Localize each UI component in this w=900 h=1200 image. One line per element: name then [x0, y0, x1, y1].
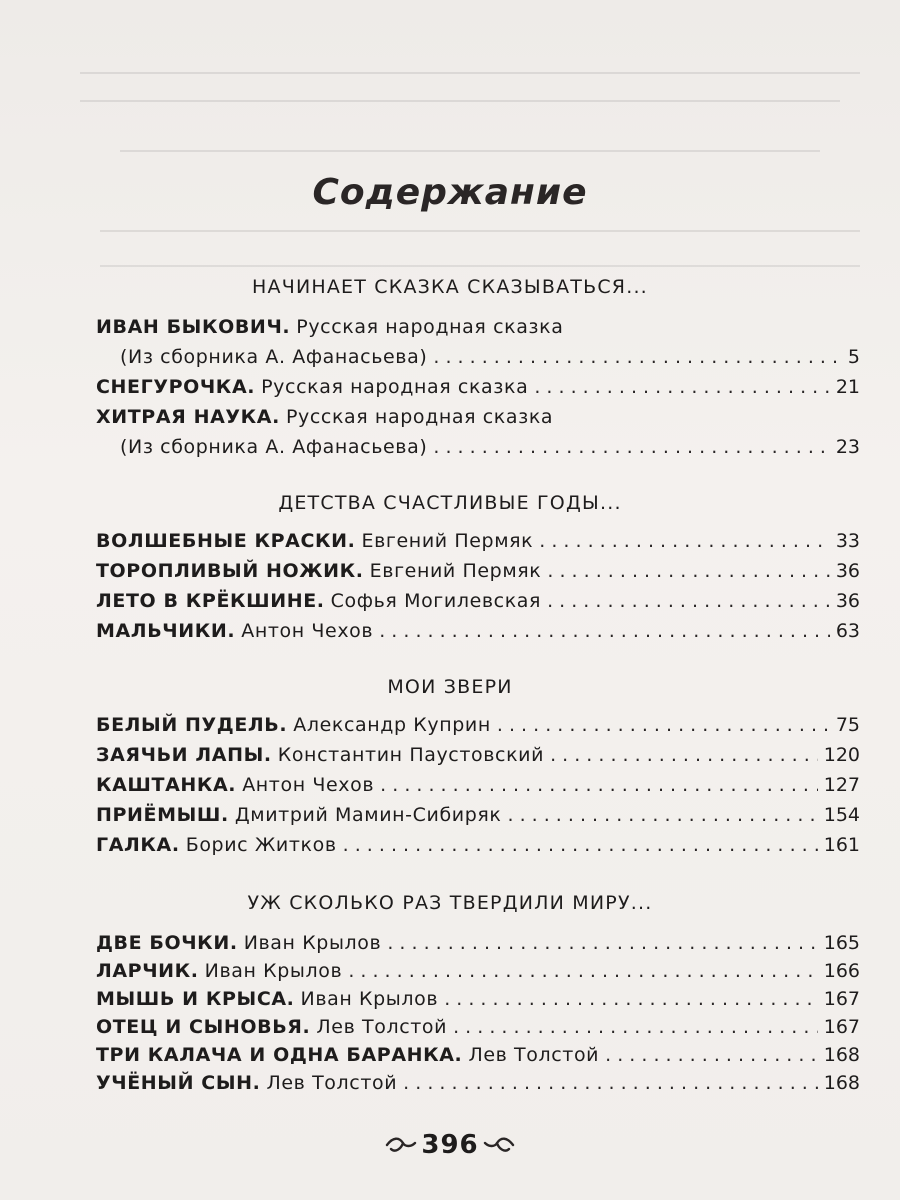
story-title: УЧЁНЫЙ СЫН.: [96, 1072, 261, 1094]
leader-dots: [380, 774, 818, 796]
toc-entry[interactable]: [96, 714, 860, 744]
leader-dots: [539, 530, 830, 552]
leader-dots: [444, 988, 818, 1010]
leader-dots: [387, 932, 817, 954]
leader-dots: [403, 1072, 818, 1094]
story-author: Русская народная сказка: [285, 406, 554, 428]
leader-dots: [433, 436, 829, 458]
story-author: Евгений Пермяк: [369, 560, 542, 582]
story-author: Борис Житков: [185, 834, 337, 856]
page-number-block: [0, 1130, 900, 1160]
story-author: (Из сборника А. Афанасьева): [120, 346, 428, 368]
section-heading: УЖ СКОЛЬКО РАЗ ТВЕРДИЛИ МИРУ...: [247, 892, 653, 914]
story-author: Русская народная сказка: [261, 376, 529, 398]
leader-dots: [497, 714, 830, 736]
story-title: МАЛЬЧИКИ.: [96, 620, 236, 642]
leader-dots: [453, 1016, 818, 1038]
story-title: ЛАРЧИК.: [96, 960, 199, 982]
story-title: ИВАН БЫКОВИЧ.: [96, 316, 291, 338]
story-author: Иван Крылов: [300, 988, 439, 1010]
story-title: ТОРОПЛИВЫЙ НОЖИК.: [96, 560, 364, 582]
leader-dots: [343, 834, 818, 856]
section-heading: НАЧИНАЕТ СКАЗКА СКАЗЫВАТЬСЯ...: [252, 276, 648, 298]
ornament-right-icon: [483, 1133, 515, 1157]
leader-dots: [547, 560, 829, 582]
page-number: 396: [421, 1130, 479, 1160]
leader-dots: [433, 346, 842, 368]
toc-entry[interactable]: [96, 1072, 860, 1102]
page-ref: 167: [823, 988, 860, 1010]
page-ref: 63: [835, 620, 860, 642]
story-title: СНЕГУРОЧКА.: [96, 376, 256, 398]
toc-entry[interactable]: [96, 744, 860, 774]
toc-entry[interactable]: [96, 804, 860, 834]
toc-entry[interactable]: [96, 376, 860, 406]
story-title: ВОЛШЕБНЫЕ КРАСКИ.: [96, 530, 356, 552]
page-ref: 120: [823, 744, 860, 766]
leader-dots: [605, 1044, 818, 1066]
story-title: БЕЛЫЙ ПУДЕЛЬ.: [96, 714, 288, 736]
toc-entry[interactable]: [96, 774, 860, 804]
toc-entry[interactable]: [96, 834, 860, 864]
leader-dots: [507, 804, 817, 826]
page-ref: 36: [835, 590, 860, 612]
story-author: Иван Крылов: [204, 960, 343, 982]
toc-entry[interactable]: [120, 436, 860, 466]
toc-entry[interactable]: [96, 530, 860, 560]
leader-dots: [534, 376, 829, 398]
toc-entry[interactable]: [96, 1044, 860, 1074]
toc-entry[interactable]: [96, 620, 860, 650]
story-author: Константин Паустовский: [277, 744, 545, 766]
page-ref: 165: [823, 932, 860, 954]
story-title: КАШТАНКА.: [96, 774, 237, 796]
story-title: ТРИ КАЛАЧА И ОДНА БАРАНКА.: [96, 1044, 463, 1066]
ornament-left-icon: [385, 1133, 417, 1157]
story-author: Русская народная сказка: [296, 316, 564, 338]
page-ref: 154: [823, 804, 860, 826]
toc-entry[interactable]: [96, 1016, 860, 1046]
section-heading: МОИ ЗВЕРИ: [387, 676, 513, 698]
story-title: ЗАЯЧЬИ ЛАПЫ.: [96, 744, 272, 766]
toc-entry[interactable]: [96, 560, 860, 590]
leader-dots: [550, 744, 818, 766]
story-title: ПРИЁМЫШ.: [96, 804, 229, 826]
story-title: ДВЕ БОЧКИ.: [96, 932, 238, 954]
toc-entry[interactable]: [120, 346, 860, 376]
page-ref: 5: [847, 346, 860, 368]
toc-entry[interactable]: [96, 960, 860, 990]
page-ref: 166: [823, 960, 860, 982]
story-title: ГАЛКА.: [96, 834, 180, 856]
story-author: (Из сборника А. Афанасьева): [120, 436, 428, 458]
toc-entry[interactable]: [96, 932, 860, 962]
toc-entry[interactable]: [96, 590, 860, 620]
story-author: Антон Чехов: [241, 620, 374, 642]
page-ref: 36: [835, 560, 860, 582]
story-author: Дмитрий Мамин-Сибиряк: [234, 804, 502, 826]
story-author: Лев Толстой: [316, 1016, 448, 1038]
page-ref: 168: [823, 1044, 860, 1066]
leader-dots: [547, 590, 830, 612]
page-ref: 23: [835, 436, 860, 458]
story-author: Александр Куприн: [293, 714, 491, 736]
page-ref: 21: [835, 376, 860, 398]
story-author: Лев Толстой: [266, 1072, 398, 1094]
page-ref: 75: [835, 714, 860, 736]
story-author: Антон Чехов: [242, 774, 375, 796]
leader-dots: [379, 620, 830, 642]
story-title: МЫШЬ И КРЫСА.: [96, 988, 295, 1010]
page-ref: 167: [823, 1016, 860, 1038]
page-ref: 161: [823, 834, 860, 856]
story-title: ХИТРАЯ НАУКА.: [96, 406, 280, 428]
story-author: Софья Могилевская: [330, 590, 542, 612]
toc-entry[interactable]: [96, 406, 860, 436]
page-ref: 127: [823, 774, 860, 796]
story-title: ЛЕТО В КРЁКШИНЕ.: [96, 590, 325, 612]
toc-entry[interactable]: [96, 988, 860, 1018]
page-ref: 33: [835, 530, 860, 552]
story-author: Евгений Пермяк: [361, 530, 534, 552]
page-title: Содержание: [312, 172, 588, 213]
leader-dots: [348, 960, 817, 982]
toc-entry[interactable]: [96, 316, 860, 346]
page-ref: 168: [823, 1072, 860, 1094]
section-heading: ДЕТСТВА СЧАСТЛИВЫЕ ГОДЫ...: [278, 492, 622, 514]
story-author: Иван Крылов: [243, 932, 382, 954]
story-title: ОТЕЦ И СЫНОВЬЯ.: [96, 1016, 311, 1038]
story-author: Лев Толстой: [468, 1044, 600, 1066]
